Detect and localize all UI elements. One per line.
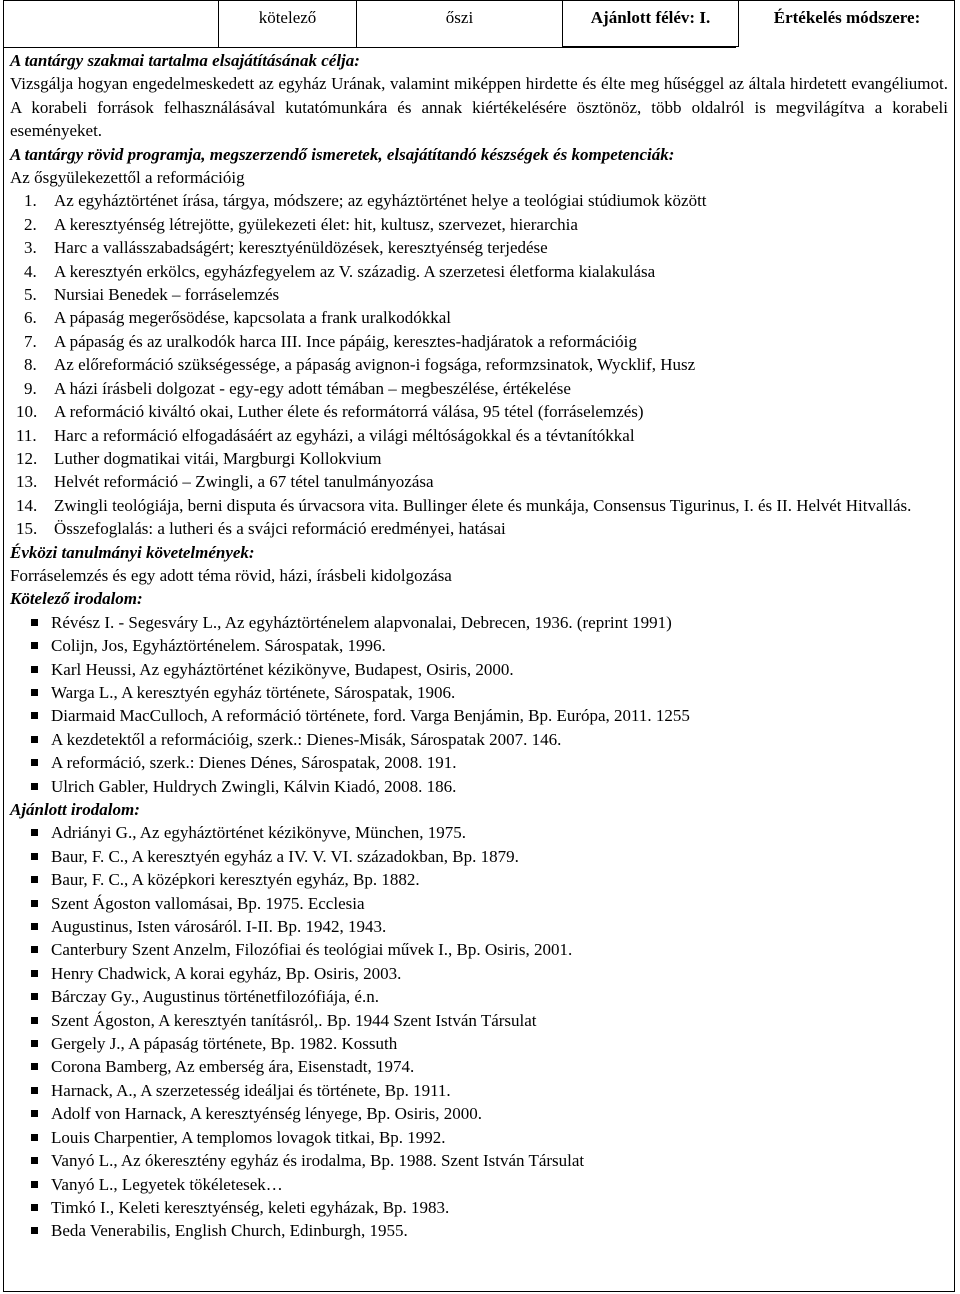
literature-item: Szent Ágoston vallomásai, Bp. 1975. Ecclesia [10,892,948,915]
literature-item: Adriányi G., Az egyháztörténet kézikönyve, München, 1975. [10,821,948,844]
program-item-text: Luther dogmatikai vitái, Margburgi Kollokvium [54,448,382,468]
course-info-row [3,0,955,47]
program-list [10,189,948,540]
program-item-number: 9. [24,378,37,398]
evaluation-method: Értékelés módszere: [773,8,921,27]
mandatory-literature-heading: Kötelező irodalom: [10,589,143,609]
literature-item: Louis Charpentier, A templomos lovagok titkai, Bp. 1992. [10,1126,948,1149]
recommended-semester-cell [563,0,739,47]
program-item-number: 4. [24,261,37,281]
literature-item: Colijn, Jos, Egyháztörténelem. Sárospatak, 1996. [10,634,948,657]
literature-item: Warga L., A keresztyén egyház története, Sárospatak, 1906. [10,681,948,704]
literature-item: Karl Heussi, Az egyháztörténet kézikönyve, Budapest, Osiris, 2000. [10,658,948,681]
program-item-text: Zwingli teológiája, berni disputa és úrvacsora vita. Bullinger élete és munkája, Consensus Tigurinus, I. és II. Helvét Hitvallás. [54,495,912,515]
program-item [10,470,948,493]
literature-item: Adolf von Harnack, A keresztyénség lényege, Bp. Osiris, 2000. [10,1102,948,1125]
literature-item: Vanyó L., Az ókeresztény egyház és irodalma, Bp. 1988. Szent István Társulat [10,1149,948,1172]
program-item-text: A keresztyén erkölcs, egyházfegyelem az V. századig. A szerzetesi életforma kialakulása [54,261,656,281]
literature-item: Ulrich Gabler, Huldrych Zwingli, Kálvin Kiadó, 2008. 186. [10,775,948,798]
program-item [10,400,948,423]
literature-item: Vanyó L., Legyetek tökéletesek… [10,1173,948,1196]
literature-item: Henry Chadwick, A korai egyház, Bp. Osiris, 2003. [10,962,948,985]
program-item-number: 10. [16,402,38,422]
program-item-number: 12. [16,448,38,468]
literature-item: Harnack, A., A szerzetesség ideáljai és története, Bp. 1911. [10,1079,948,1102]
program-item-number: 5. [24,285,37,305]
program-item-text: Nursiai Benedek – forráselemzés [54,285,280,305]
program-item [10,260,948,283]
recommended-literature-list [10,821,948,1242]
program-heading: A tantárgy rövid programja, megszerzendő ismeretek, elsajátítandó készségek és kompetenciák: [10,144,675,164]
row-divider [3,47,736,48]
literature-item: Szent Ágoston, A keresztyén tanításról,. Bp. 1944 Szent István Társulat [10,1009,948,1032]
program-item [10,213,948,236]
literature-item: Beda Venerabilis, English Church, Edinburgh, 1955. [10,1219,948,1242]
literature-item: Gergely J., A pápaság története, Bp. 1982. Kossuth [10,1032,948,1055]
program-item [10,494,948,517]
program-item-text: Helvét reformáció – Zwingli, a 67 tétel tanulmányozása [54,472,434,492]
requirements-heading: Évközi tanulmányi követelmények: [10,542,255,562]
program-item-text: A pápaság megerősödése, kapcsolata a frank uralkodókkal [54,308,451,328]
program-item [10,189,948,212]
literature-item: Canterbury Szent Anzelm, Filozófiai és teológiai művek I., Bp. Osiris, 2001. [10,938,948,961]
recommended-literature-heading: Ajánlott irodalom: [10,800,140,819]
literature-item: Diarmaid MacCulloch, A reformáció története, ford. Varga Benjámin, Bp. Európa, 2011. 1255 [10,704,948,727]
program-item [10,330,948,353]
program-item [10,306,948,329]
program-item-text: Az egyháztörténet írása, tárgya, módszere; az egyháztörténet helye a teológiai stúdiumok között [54,191,707,211]
program-item-number: 14. [16,495,38,515]
program-item-text: Az előreformáció szükségessége, a pápaság avignon-i fogsága, reformzsinatok, Wycklif, Husz [54,355,696,375]
literature-item: Corona Bamberg, Az emberség ára, Eisenstadt, 1974. [10,1055,948,1078]
course-type-cell [219,0,357,47]
literature-item: Bárczay Gy., Augustinus történetfilozófiája, é.n. [10,985,948,1008]
program-item-number: 15. [16,519,38,539]
program-item [10,424,948,447]
program-item-number: 7. [24,331,37,351]
program-item-number: 1. [24,191,37,211]
program-item-text: Harc a vallásszabadságért; keresztyénüldözések, keresztyénség terjedése [54,238,548,258]
course-type: kötelező [258,8,317,27]
semester-type: őszi [445,8,474,27]
program-item-text: A reformáció kiváltó okai, Luther élete és reformátorrá válása, 95 tétel (forráselemzés) [54,402,644,422]
program-item [10,236,948,259]
program-item [10,447,948,470]
program-item [10,283,948,306]
evaluation-method-cell [739,0,955,47]
program-item-number: 2. [24,214,37,234]
program-item [10,517,948,540]
program-item-number: 6. [24,308,37,328]
goal-heading: A tantárgy szakmai tartalma elsajátításának célja: [10,51,360,70]
program-item-text: Összefoglalás: a lutheri és a svájci reformáció eredményei, hatásai [54,519,506,539]
program-item [10,353,948,376]
program-item-number: 3. [24,238,37,258]
program-subtitle: Az ősgyülekezettől a reformációig [10,168,245,188]
program-item-text: A pápaság és az uralkodók harca III. Ince pápáig, keresztes-hadjáratok a reformációig [54,331,637,351]
literature-item: A kezdetektől a reformációig, szerk.: Dienes-Misák, Sárospatak 2007. 146. [10,728,948,751]
literature-item: Révész I. - Segesváry L., Az egyháztörténelem alapvonalai, Debrecen, 1936. (reprint 1991) [10,611,948,634]
recommended-semester: Ajánlott félév: I. [590,8,711,27]
syllabus-content [10,49,948,1243]
program-item-text: A házi írásbeli dolgozat - egy-egy adott témában – megbeszélése, értékelése [54,378,571,398]
literature-item: Baur, F. C., A középkori keresztyén egyház, Bp. 1882. [10,868,948,891]
requirements-text: Forráselemzés és egy adott téma rövid, házi, írásbeli kidolgozása [10,565,452,585]
goal-text: Vizsgálja hogyan engedelmeskedett az egyház Urának, valamint miképpen hirdette és élte meg hűséggel az általa hirdetett evangéliumot. A korabeli források felhasználásával kutatómunkára és annak kiértékelésére ösztönöz, több oldalról is megvilágítva a korabeli eseményeket. [10,74,948,141]
literature-item: Augustinus, Isten városáról. I-II. Bp. 1942, 1943. [10,915,948,938]
program-item [10,377,948,400]
semester-type-cell [357,0,563,47]
literature-item: Baur, F. C., A keresztyén egyház a IV. V. VI. századokban, Bp. 1879. [10,845,948,868]
program-item-text: A keresztyénség létrejötte, gyülekezeti élet: hit, kultusz, szervezet, hierarchia [54,214,578,234]
literature-item: Timkó I., Keleti keresztyénség, keleti egyházak, Bp. 1983. [10,1196,948,1219]
program-item-number: 13. [16,472,38,492]
empty-cell [3,0,219,47]
literature-item: A reformáció, szerk.: Dienes Dénes, Sárospatak, 2008. 191. [10,751,948,774]
program-item-number: 8. [24,355,37,375]
program-item-number: 11. [16,425,37,445]
program-item-text: Harc a reformáció elfogadásáért az egyházi, a világi méltóságokkal és a tévtanítókkal [54,425,635,445]
mandatory-literature-list [10,611,948,798]
